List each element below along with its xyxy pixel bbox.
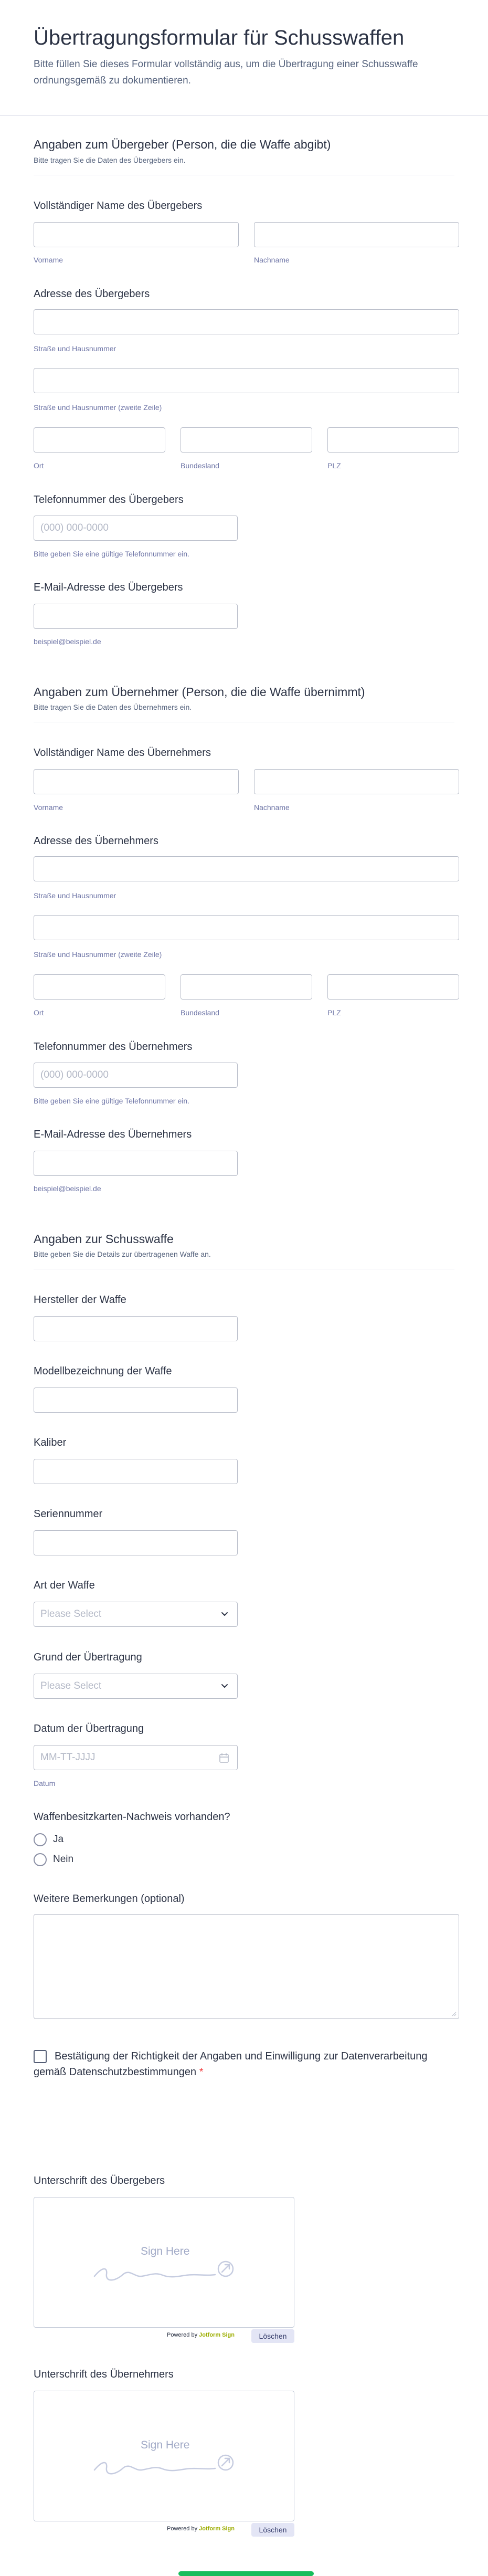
giver-phone-input[interactable]: (000) 000-0000 [34, 516, 238, 541]
receiver-state-input[interactable] [181, 974, 312, 1000]
receiver-email-label: E-Mail-Adresse des Übernehmers [34, 1129, 192, 1140]
receiver-last-name-sublabel: Nachname [254, 803, 290, 812]
giver-signature-pad[interactable] [34, 2197, 294, 2328]
permit-yes-label[interactable]: Ja [53, 1834, 64, 1845]
permit-no-label[interactable]: Nein [53, 1854, 74, 1865]
model-label: Modellbezeichnung der Waffe [34, 1365, 172, 1377]
giver-city-sublabel: Ort [34, 461, 44, 470]
section-heading-receiver: Angaben zum Übernehmer (Person, die die Waffe übernimmt) [34, 685, 365, 699]
receiver-email-input[interactable] [34, 1151, 238, 1176]
receiver-address-label: Adresse des Übernehmers [34, 835, 158, 847]
manufacturer-label: Hersteller der Waffe [34, 1294, 126, 1306]
receiver-street2-sublabel: Straße und Hausnummer (zweite Zeile) [34, 950, 162, 959]
receiver-email-hint: beispiel@beispiel.de [34, 1184, 101, 1193]
giver-first-name-input[interactable] [34, 222, 239, 247]
giver-phone-label: Telefonnummer des Übergebers [34, 494, 184, 506]
transfer-date-label: Datum der Übertragung [34, 1723, 144, 1734]
receiver-zip-sublabel: PLZ [327, 1008, 341, 1017]
giver-street-sublabel: Straße und Hausnummer [34, 344, 116, 353]
serial-label: Seriennummer [34, 1508, 103, 1520]
giver-street2-input[interactable] [34, 368, 459, 393]
receiver-phone-input[interactable]: (000) 000-0000 [34, 1063, 238, 1088]
section-subheading-receiver: Bitte tragen Sie die Daten des Übernehmers ein. [34, 703, 192, 711]
giver-zip-sublabel: PLZ [327, 461, 341, 470]
section-subheading-giver: Bitte tragen Sie die Daten des Übergebers ein. [34, 156, 186, 164]
receiver-last-name-input[interactable] [254, 769, 459, 794]
powered-by-label: Powered by [167, 2332, 198, 2338]
permit-label: Waffenbesitzkarten-Nachweis vorhanden? [34, 1811, 230, 1823]
weapon-type-placeholder: Please Select [40, 1608, 102, 1620]
clear-signature-button[interactable]: Löschen [251, 2523, 294, 2537]
consent-text[interactable] [34, 2048, 432, 2080]
receiver-signature-label: Unterschrift des Übernehmers [34, 2369, 174, 2380]
submit-button[interactable] [178, 2571, 314, 2576]
resize-handle-icon[interactable] [451, 2011, 457, 2016]
receiver-signature-pad[interactable] [34, 2391, 294, 2521]
permit-no-radio[interactable] [34, 1853, 47, 1866]
giver-address-label: Adresse des Übergebers [34, 288, 150, 300]
giver-zip-input[interactable] [327, 427, 459, 453]
clear-signature-button[interactable]: Löschen [251, 2329, 294, 2343]
transfer-date-placeholder: MM-TT-JJJJ [40, 1752, 96, 1763]
receiver-zip-input[interactable] [327, 974, 459, 1000]
divider [0, 115, 488, 116]
transfer-reason-label: Grund der Übertragung [34, 1652, 142, 1663]
giver-last-name-input[interactable] [254, 222, 459, 247]
giver-city-input[interactable] [34, 427, 165, 453]
receiver-street2-input[interactable] [34, 915, 459, 940]
giver-first-name-sublabel: Vorname [34, 256, 63, 264]
serial-input[interactable] [34, 1530, 238, 1555]
remarks-label: Weitere Bemerkungen (optional) [34, 1893, 185, 1905]
transfer-date-input[interactable] [34, 1745, 238, 1770]
chevron-down-icon [219, 1680, 230, 1691]
page-title: Übertragungsformular für Schusswaffen [34, 26, 405, 49]
permit-yes-radio[interactable] [34, 1833, 47, 1846]
section-heading-firearm: Angaben zur Schusswaffe [34, 1232, 174, 1246]
giver-street-input[interactable] [34, 309, 459, 334]
consent-label: Bestätigung der Richtigkeit der Angaben und Einwilligung zur Datenverarbeitung gemäß Datenschutzbestimmungen [34, 2051, 428, 2078]
powered-by-brand: Jotform Sign [199, 2526, 235, 2532]
receiver-street-input[interactable] [34, 856, 459, 881]
giver-name-label: Vollständiger Name des Übergebers [34, 200, 203, 212]
powered-by-text [167, 2526, 235, 2532]
manufacturer-input[interactable] [34, 1316, 238, 1341]
remarks-textarea[interactable] [34, 1914, 459, 2019]
giver-state-sublabel: Bundesland [181, 461, 219, 470]
receiver-city-input[interactable] [34, 974, 165, 1000]
signature-placeholder-icon [92, 2450, 239, 2482]
section-subheading-firearm: Bitte geben Sie die Details zur übertragenen Waffe an. [34, 1250, 211, 1258]
receiver-street-sublabel: Straße und Hausnummer [34, 891, 116, 900]
giver-signature-label: Unterschrift des Übergebers [34, 2175, 165, 2186]
chevron-down-icon [219, 1608, 230, 1619]
page-subtitle: Bitte füllen Sie dieses Formular vollständig aus, um die Übertragung einer Schusswaffe ordnungsgemäß zu dokumentieren. [34, 59, 418, 86]
receiver-city-sublabel: Ort [34, 1008, 44, 1017]
signature-placeholder-icon [92, 2256, 239, 2288]
model-input[interactable] [34, 1387, 238, 1413]
receiver-state-sublabel: Bundesland [181, 1008, 219, 1017]
receiver-first-name-sublabel: Vorname [34, 803, 63, 812]
powered-by-brand: Jotform Sign [199, 2332, 235, 2338]
powered-by-label: Powered by [167, 2526, 198, 2532]
giver-email-label: E-Mail-Adresse des Übergebers [34, 582, 183, 593]
sign-here-text: Sign Here [141, 2245, 190, 2257]
giver-last-name-sublabel: Nachname [254, 256, 290, 264]
transfer-date-sublabel: Datum [34, 1779, 56, 1788]
receiver-phone-hint: Bitte geben Sie eine gültige Telefonnummer ein. [34, 1097, 190, 1105]
weapon-type-select[interactable] [34, 1602, 238, 1627]
giver-street2-sublabel: Straße und Hausnummer (zweite Zeile) [34, 403, 162, 412]
transfer-reason-placeholder: Please Select [40, 1680, 102, 1691]
giver-email-input[interactable] [34, 604, 238, 629]
caliber-label: Kaliber [34, 1437, 67, 1448]
receiver-first-name-input[interactable] [34, 769, 239, 794]
transfer-reason-select[interactable] [34, 1674, 238, 1699]
giver-phone-hint: Bitte geben Sie eine gültige Telefonnummer ein. [34, 550, 190, 558]
giver-state-input[interactable] [181, 427, 312, 453]
receiver-phone-label: Telefonnummer des Übernehmers [34, 1041, 193, 1053]
receiver-name-label: Vollständiger Name des Übernehmers [34, 747, 211, 759]
caliber-input[interactable] [34, 1459, 238, 1484]
sign-here-text: Sign Here [141, 2439, 190, 2451]
calendar-icon[interactable] [218, 1752, 230, 1764]
weapon-type-label: Art der Waffe [34, 1580, 95, 1591]
section-heading-giver: Angaben zum Übergeber (Person, die die Waffe abgibt) [34, 138, 331, 151]
required-marker: * [199, 2066, 204, 2078]
powered-by-text [167, 2332, 235, 2338]
giver-email-hint: beispiel@beispiel.de [34, 637, 101, 646]
